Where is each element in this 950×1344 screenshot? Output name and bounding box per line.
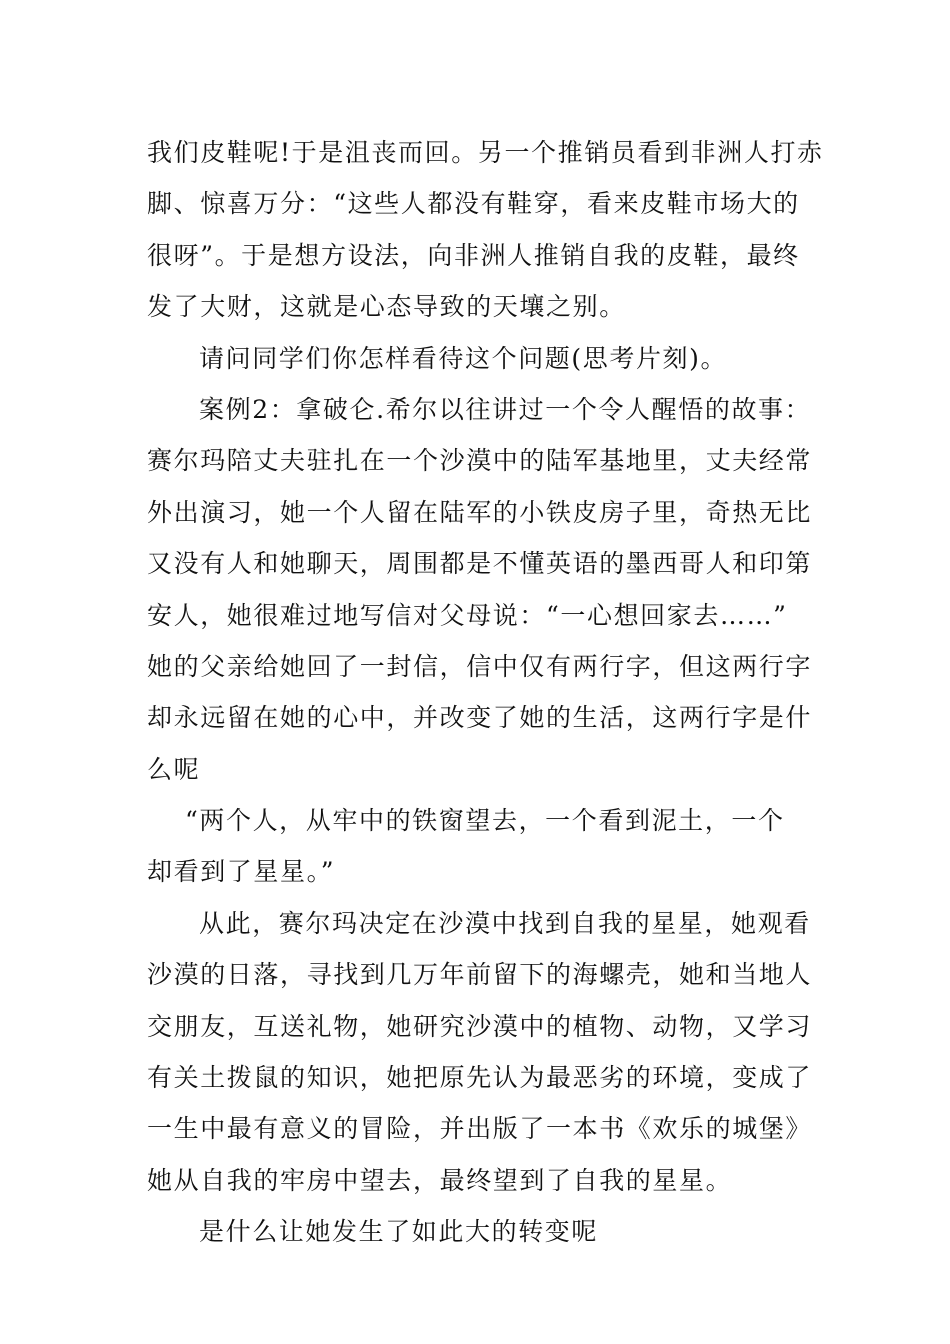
text-line: 赛尔玛陪丈夫驻扎在一个沙漠中的陆军基地里，丈夫经常	[147, 446, 813, 476]
text-line: 发了大财，这就是心态导致的天壤之别。	[147, 292, 626, 322]
text-line: 是什么让她发生了如此大的转变呢	[199, 1217, 599, 1247]
text-line: 安人，她很难过地写信对父母说：“一心想回家去……”	[147, 600, 788, 630]
text-line: 我们皮鞋呢!于是沮丧而回。另一个推销员看到非洲人打赤	[147, 138, 824, 167]
text-line: 么呢	[147, 754, 201, 784]
text-line: 交朋友，互送礼物，她研究沙漠中的植物、动物，又学习	[147, 1011, 813, 1041]
text-line: 案例2：拿破仑.希尔以往讲过一个令人醒悟的故事：	[199, 394, 812, 424]
text-line: 有关土拨鼠的知识，她把原先认为最恶劣的环境，变成了	[147, 1063, 813, 1093]
text-line: 又没有人和她聊天，周围都是不懂英语的墨西哥人和印第	[147, 549, 813, 579]
document-body	[147, 127, 824, 1258]
text-line: 她的父亲给她回了一封信，信中仅有两行字，但这两行字	[147, 651, 813, 681]
text-line: 很呀”。于是想方设法，向非洲人推销自我的皮鞋，最终	[147, 240, 800, 270]
text-line: 沙漠的日落，寻找到几万年前留下的海螺壳，她和当地人	[147, 960, 813, 990]
text-line: 从此，赛尔玛决定在沙漠中找到自我的星星，她观看	[199, 908, 811, 938]
text-line: 一生中最有意义的冒险，并出版了一本书《欢乐的城堡》	[147, 1114, 813, 1144]
text-line: 她从自我的牢房中望去，最终望到了自我的星星。	[147, 1165, 733, 1195]
text-line: 请问同学们你怎样看待这个问题(思考片刻)。	[199, 343, 728, 373]
text-line: 却永远留在她的心中，并改变了她的生活，这两行字是什	[147, 703, 813, 733]
text-line: 却看到了星星。”	[147, 857, 336, 887]
text-line: 外出演习，她一个人留在陆军的小铁皮房子里，奇热无比	[147, 497, 813, 527]
text-line: 脚、惊喜万分：“这些人都没有鞋穿，看来皮鞋市场大的	[147, 189, 800, 219]
text-line: “两个人，从牢中的铁窗望去，一个看到泥土，一个	[185, 806, 785, 836]
